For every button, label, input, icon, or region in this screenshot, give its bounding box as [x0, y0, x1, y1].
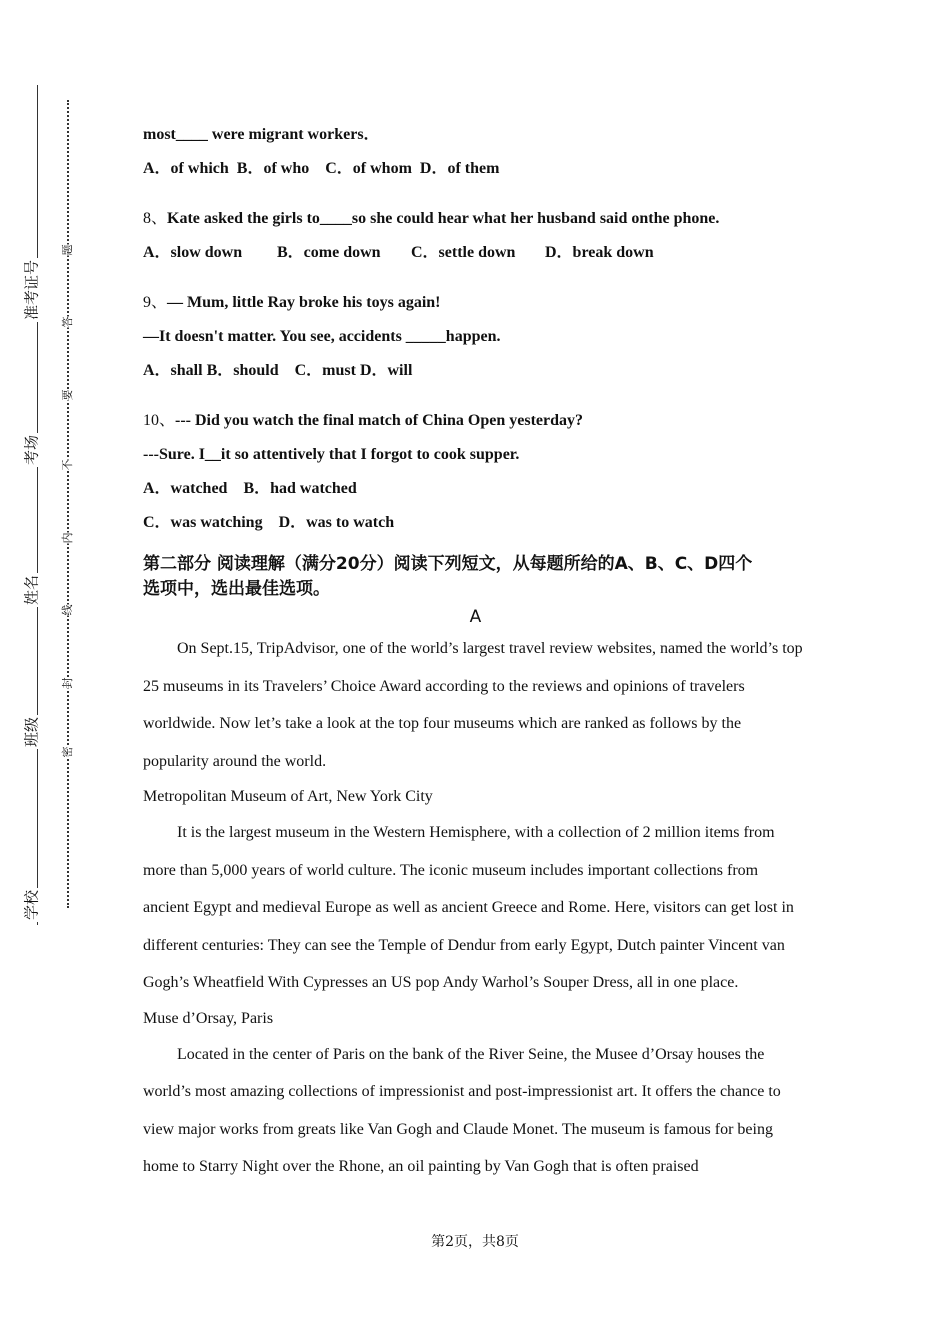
section-title-line2: 选项中，选出最佳选项。 [143, 579, 330, 599]
exam-room-label: 考场 [22, 434, 41, 466]
seal-dotted-line [67, 100, 69, 908]
q9-stem [143, 286, 808, 320]
q8-option-b: B．come down [277, 244, 381, 261]
seal-char: 答 [57, 317, 77, 328]
seal-char: 题 [57, 245, 77, 256]
exam-content [143, 118, 808, 1186]
passage-intro: On Sept.15, TripAdvisor, one of the world’s largest travel review websites, named the world’s top 25 museums in its Travelers’ Choice Award according to the reviews and opinions of travelers worldwide. Now let’s take a look at the top four museums which are ranked as follows by the popularity around the world. [143, 640, 803, 770]
q8-number: 8、 [143, 210, 168, 227]
q8-option-c: C．settle down [411, 244, 516, 261]
q9-options: A．shall B．should C．must D．will [143, 362, 413, 379]
section-title [143, 552, 808, 602]
q8-text: Kate asked the girls to____so she could hear what her husband said onthe phone. [167, 210, 720, 227]
q7-options: A．of which B．of who C．of whom D．of them [143, 160, 500, 177]
seal-char: 封 [57, 678, 77, 689]
q8-option-a: A．slow down [143, 244, 243, 261]
school-label: 学校 [22, 889, 41, 921]
page-footer: 第2页，共8页 [431, 1234, 519, 1250]
class-label: 班级 [22, 716, 41, 748]
seal-char: 要 [57, 390, 77, 401]
q8-stem [143, 202, 808, 236]
q8-options [143, 236, 808, 270]
seal-char: 内 [57, 533, 77, 544]
seal-char: 线 [57, 605, 77, 616]
seal-char: 不 [57, 460, 77, 471]
section-title-line1: 第二部分 阅读理解（满分20分）阅读下列短文，从每题所给的A、B、C、D四个 [143, 554, 753, 574]
q9-line2: —It doesn't matter. You see, accidents _____happen. [143, 328, 501, 345]
q10-number: 10、 [143, 412, 176, 429]
q7-tail: most____ were migrant workers． [143, 126, 380, 143]
q10-text: --- Did you watch the final match of China Open yesterday? [175, 412, 584, 429]
q10-line2: ---Sure. I__it so attentively that I forgot to cook supper. [143, 446, 520, 463]
binding-line [37, 85, 38, 925]
museum2-name: Muse d’Orsay, Paris [143, 1009, 274, 1027]
seal-char: 密 [57, 747, 77, 758]
q10-stem [143, 404, 808, 438]
q10-options-row1: A．watched B．had watched [143, 480, 357, 497]
museum1-text: It is the largest museum in the Western Hemisphere, with a collection of 2 million items from more than 5,000 years of world culture. The iconic museum includes important collections from ancient Egypt and medieval Europe as well as ancient Greece and Rome. Here, visitors can get lost in different centuries: They can see the Temple of Dendur from early Egypt, Dutch painter Vincent van Gogh’s Wheatfield With Cypresses an US pop Andy Warhol’s Souper Dress, all in one place. [143, 824, 794, 991]
name-label: 姓名 [22, 574, 41, 606]
q8-option-d: D．break down [545, 244, 654, 261]
museum1-name: Metropolitan Museum of Art, New York City [143, 788, 433, 805]
museum2-text: Located in the center of Paris on the bank of the River Seine, the Musee d’Orsay houses the world’s most amazing collections of impressionist and post-impressionist art. It offers the chance to view major works from greats like Van Gogh and Claude Monet. The museum is famous for being home to Starry Night over the Rhone, an oil painting by Van Gogh that is often praised [143, 1045, 781, 1175]
exam-id-label: 准考证号 [22, 259, 41, 321]
q9-text: — Mum, little Ray broke his toys again! [167, 294, 441, 311]
passage-label: A [469, 607, 482, 627]
q9-number: 9、 [143, 294, 168, 311]
q10-options-row2: C．was watching D．was to watch [143, 514, 395, 531]
